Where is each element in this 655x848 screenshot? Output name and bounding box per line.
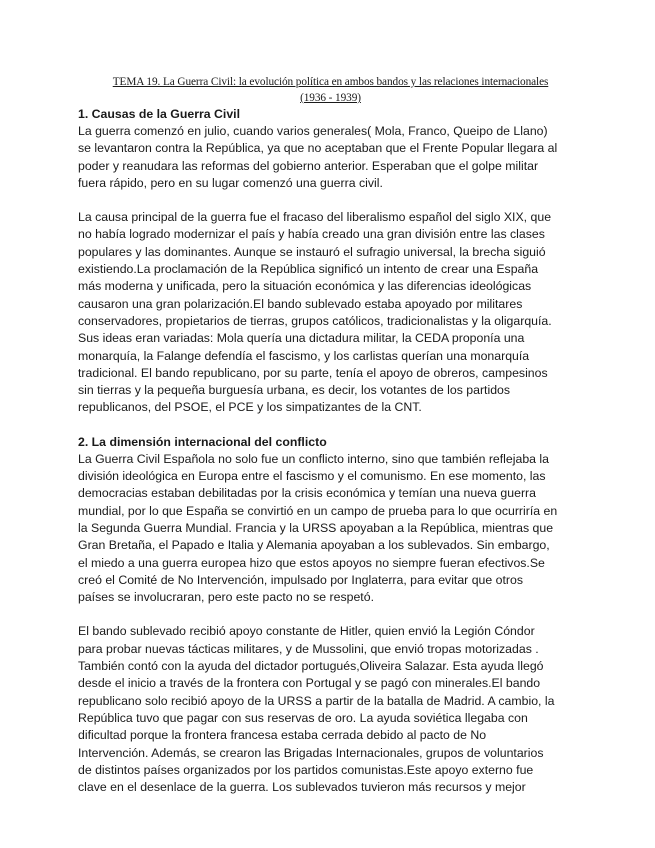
text-line: países se involucraran, pero este pacto no se respetó. (78, 590, 374, 605)
text-line: republicano solo recibió apoyo de la URSS a partir de la batalla de Madrid. A cambio, la (78, 693, 555, 708)
text-line: clave en el desenlace de la guerra. Los sublevados tuvieron más recursos y mejor (78, 780, 526, 795)
paragraph (78, 123, 583, 192)
text-line: La Guerra Civil Española no solo fue un conflicto interno, sino que también reflejaba la (78, 451, 549, 466)
text-line: Gran Bretaña, el Papado e Italia y Alemania apoyaban a los sublevados. Sin embargo, (78, 538, 550, 553)
text-line: más moderna y unificada, pero la situación económica y las diferencias ideológicas (78, 279, 532, 294)
text-line: poder y reanudara las reformas del gobierno anterior. Esperaban que el golpe militar (78, 158, 539, 173)
document-page (78, 74, 583, 796)
text-line: Intervención. Además, se crearon las Brigadas Internacionales, grupos de voluntarios (78, 745, 544, 760)
text-line: la Segunda Guerra Mundial. Francia y la URSS apoyaban a la República, mientras que (78, 520, 554, 535)
paragraph (78, 623, 583, 796)
text-line: desde el inicio a través de la frontera con Portugal y se pagó con minerales.El bando (78, 676, 541, 691)
text-line: creó el Comité de No Intervención, impulsado por Inglaterra, para evitar que otros (78, 572, 523, 587)
text-line: tradicional. El bando republicano, por su parte, tenía el apoyo de obreros, campesinos (78, 365, 548, 380)
text-line: mundial, por lo que España se convirtió en un campo de prueba para lo que ocurriría en (78, 503, 558, 518)
text-line: sin tierras y la pequeña burguesía urbana, es decir, los votantes de los partidos (78, 383, 511, 398)
paragraph (78, 209, 583, 417)
text-line: dificultad porque la frontera francesa estaba cerrada debido al pacto de No (78, 728, 487, 743)
text-line: el miedo a una guerra europea hizo que estos apoyos no siempre fueran efectivos.Se (78, 555, 545, 570)
text-line: Sus ideas eran variadas: Mola quería una dictadura militar, la CEDA proponía una (78, 331, 525, 346)
text-line: La causa principal de la guerra fue el fracaso del liberalismo español del siglo XIX, que (78, 210, 552, 225)
text-line: conservadores, propietarios de tierras, grupos católicos, tradicionalistas y la oligarquía. (78, 313, 552, 328)
text-line: se levantaron contra la República, ya que no aceptaban que el Frente Popular llegara al (78, 141, 558, 156)
document-title (78, 74, 583, 106)
text-line: existiendo.La proclamación de la República significó un intento de crear una España (78, 262, 539, 277)
text-line: También contó con la ayuda del dictador portugués,Oliveira Salazar. Esta ayuda llegó (78, 659, 544, 674)
title-line: TEMA 19. La Guerra Civil: la evolución política en ambos bandos y las relaciones internacionales (112, 76, 549, 88)
text-line: populares y las dominantes. Aunque se instauró el sufragio universal, la brecha siguió (78, 244, 546, 259)
paragraph (78, 451, 583, 607)
text-line: monarquía, la Falange defendía el fascismo, y los carlistas querían una monarquía (78, 348, 530, 363)
section-heading: 2. La dimensión internacional del conflicto (78, 434, 327, 449)
section-international (78, 434, 583, 797)
text-line: no había logrado modernizar el país y había creado una gran división entre las clases (78, 227, 545, 242)
text-line: El bando sublevado recibió apoyo constante de Hitler, quien envió la Legión Cóndor (78, 624, 535, 639)
title-line: (1936 - 1939) (300, 92, 361, 104)
text-line: República tuvo que pagar con sus reservas de oro. La ayuda soviética llegaba con (78, 710, 528, 725)
text-line: fuera rápido, pero en su lugar comenzó una guerra civil. (78, 175, 383, 190)
text-line: causaron una gran polarización.El bando sublevado estaba apoyado por militares (78, 296, 523, 311)
text-line: republicanos, del PSOE, el PCE y los simpatizantes de la CNT. (78, 400, 422, 415)
text-line: para probar nuevas tácticas militares, y de Mussolini, que envió tropas motorizadas . (78, 641, 539, 656)
text-line: de distintos países organizados por los partidos comunistas.Este apoyo externo fue (78, 762, 534, 777)
section-heading: 1. Causas de la Guerra Civil (78, 107, 240, 121)
text-line: democracias estaban debilitadas por la crisis económica y temían una nueva guerra (78, 486, 536, 501)
text-line: división ideológica en Europa entre el fascismo y el comunismo. En ese momento, las (78, 469, 546, 484)
section-causes (78, 106, 583, 417)
text-line: La guerra comenzó en julio, cuando varios generales( Mola, Franco, Queipo de Llano) (78, 124, 548, 138)
